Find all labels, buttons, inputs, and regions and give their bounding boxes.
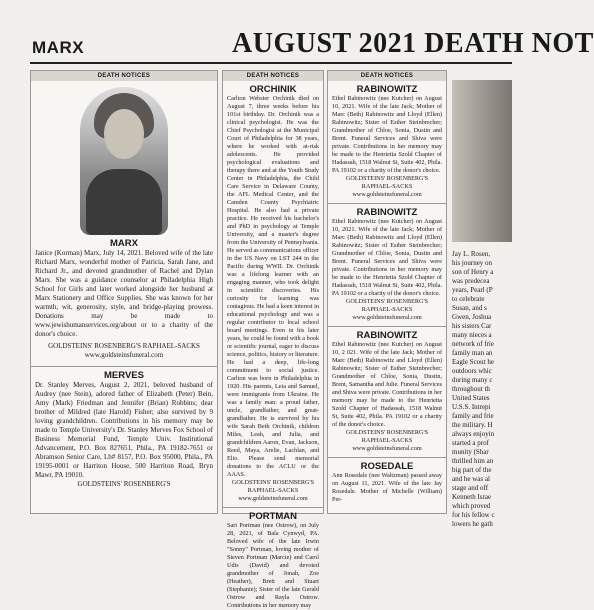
right-column-line: Kenneth Israe xyxy=(452,493,492,501)
right-column-line: thrilled him an xyxy=(452,457,494,465)
right-column-line: many nieces a xyxy=(452,331,492,339)
notice-body: Sari Portman (nee Ostrow), on July 28, 2021, of Bala Cynwyd, PA. Beloved wife of the late Irwin "Sonny" Portman, loving mother of Steven Portman (Marcie) and Carol Udis (David) and devoted grandmother of Jonah, Zoe (Heather), Brett and Stuart (Stephanie); Sister of the late Gerald Ostrow and Rayla Ostrow. Contributions in her memory may xyxy=(227,522,319,609)
notice-footer: GOLDSTEINS' ROSENBERG'S RAPHAEL-SACKS www.goldsteinsfuneral.com xyxy=(345,429,429,452)
notice-box xyxy=(222,70,324,609)
section-label: DEATH NOTICES xyxy=(31,71,217,81)
notice-name: RABINOWITZ xyxy=(356,330,418,341)
right-column-line: Gwen, Joshua xyxy=(452,313,492,321)
notice-body: Ann Rosedale (nee Waltzman) passed away on August 11, 2021. Wife of the late Jay Rosedale. Mother of Michelle (William) Per- xyxy=(332,472,442,503)
right-column-line: started a prof xyxy=(452,439,489,447)
column-3 xyxy=(327,70,447,512)
notice-body: Ethel Rabinowitz (nee Kutcher) on August 10, 2 021. Wife of the late Jack; Mother of Marc (Beth) Rabinowitz and Lloyd (Ellen) Rabinowitz; Sister of Esther Steinbrecher; Grandmother of Chloe, Sonia, Dustin, Brent, Samantha and Julie. Funeral Services and Shiva were private. Contributions in her memory may be made to the Henrietta Szold Chapter of Hadassah, 1518 Walnut St, Suite 402, Phila. PA 19102 or a charity of the donor's choice. xyxy=(332,341,442,428)
column-1 xyxy=(30,70,218,512)
portrait-photo xyxy=(452,80,512,242)
notice-name: ORCHINIK xyxy=(249,84,297,95)
notice-box xyxy=(327,70,447,514)
right-column-line: and he was al xyxy=(452,475,490,483)
right-column-line: Eagle Scout he xyxy=(452,358,494,366)
right-column-line: his sisters Car xyxy=(452,322,492,330)
right-column-line: stage and off xyxy=(452,484,489,492)
right-column-line: for his fellow c xyxy=(452,511,495,519)
right-column-line: Jay L. Rosen, xyxy=(452,250,491,258)
page-title: AUGUST 2021 DEATH NOT xyxy=(232,28,594,59)
notice-name: RABINOWITZ xyxy=(356,84,418,95)
right-column-text xyxy=(452,250,512,528)
right-column-line: always enjoyin xyxy=(452,430,495,438)
right-column-line: munity (Shar xyxy=(452,448,489,456)
notice-footer: GOLDSTEINS' ROSENBERG'S xyxy=(77,480,171,488)
right-column-line: his journey on xyxy=(452,259,493,267)
right-column-line: family and frie xyxy=(452,412,494,420)
notice-body: Janice (Korman) Marx, July 14, 2021. Beloved wife of the late Richard Marx, wonderful mother of Patricia, Sarah Jane, and Richard Jr., and devoted grandmother of Rachel and Dylan Marx. She was a guidance counselor at Philadelphia High School for Girls and later worked alongside her husband at Marx Stationery and Office Supplies. She was known for her warmth, wit, generosity, style, and bridge-playing prowess. Donations may be made to www.jewishumanservices.org/about or to a charity of the donor's choice. xyxy=(35,249,213,338)
notice-footer: GOLDSTEINS' ROSENBERG'S RAPHAEL-SACKS www.goldsteinsfuneral.com xyxy=(48,342,200,359)
right-column-line: throughout th xyxy=(452,385,490,393)
right-column-line: to celebrate xyxy=(452,295,485,303)
notice-body: Dr. Stanley Merves, August 2, 2021, beloved husband of Audrey (nee Stein), adored father of Elizabeth (Peter) Bein, Amy (Mark) Friedman and Jennifer (Brian) Robbins; dear brother of Mildred (late Harold) Fisher; also survived by 9 loving grandchildren. Contributions in his memory may be made to Temple University's Dr. Stanley Merves Fox School of Business Memorial Fund, Temple Univ. Institutional Advancement, P.O. Box 827651, Phila., PA 19182-7651 or Abramson Senior Care, Lb# 8157, P.O. Box 95000, Phila., PA 19195-0001 or Harriton House, 500 Harriton Road, Bryn Mawr, PA 19010. xyxy=(35,381,213,479)
right-column-line: the military. H xyxy=(452,421,493,429)
right-column-line: United States xyxy=(452,394,490,402)
notice-name: ROSEDALE xyxy=(360,461,414,472)
right-column-line: family man an xyxy=(452,349,493,357)
right-column-line: son of Henry a xyxy=(452,268,494,276)
column-2 xyxy=(222,70,324,609)
notice-name: RABINOWITZ xyxy=(356,207,418,218)
notice-name: PORTMAN xyxy=(248,511,298,522)
notice-body: Ethel Rabinowitz (nee Kutcher) on August 10, 2021. Wife of the late Jack; Mother of Marc (Beth) Rabinowitz and Lloyd (Ellen) Rabinowitz; Sister of Esther Steinbrecher; Grandmother of Chloe, Sonia, Dustin and Brent. Funeral Services and Shiva were private. Contributions in her memory may be made to the Henrietta Szold Chapter of Hadassah, 1518 Walnut St, Suite 402, Phila. PA 19102 or a charity of the donor's choice. xyxy=(332,218,442,297)
right-column-line: big part of the xyxy=(452,466,492,474)
section-label: DEATH NOTICES xyxy=(223,71,323,81)
notice-body: Ethel Rabinowitz (nee Kutcher) on August 10, 2021. Wife of the late Jack; Mother of Marc (Beth) Rabinowitz and Lloyd (Ellen) Rabinowitz; Sister of Esther Steinbrecher; Grandmother of Chloe, Sonia, Dustin and Brent. Funeral Services and Shiva were private. Contributions in her memory may be made to the Henrietta Szold Chapter of Hadassah, 1518 Walnut St, Suite 402, Phila. PA 19102 or a charity of the donor's choice. xyxy=(332,95,442,174)
right-column-line: lowers he gath xyxy=(452,520,493,528)
page-section-label: MARX xyxy=(32,38,85,57)
notice-name: MERVES xyxy=(104,370,144,381)
notice-footer: GOLDSTEINS' ROSENBERG'S RAPHAEL-SACKS www.goldsteinsfuneral.com xyxy=(345,175,429,198)
section-label: DEATH NOTICES xyxy=(328,71,446,81)
right-column-line: which proved xyxy=(452,502,491,510)
right-column-line: U.S.S. Intrepi xyxy=(452,403,491,411)
notice-name: MARX xyxy=(110,238,138,249)
right-column-line: during many c xyxy=(452,376,493,384)
notice-footer: GOLDSTEINS' ROSENBERG'S RAPHAEL-SACKS www.goldsteinsfuneral.com xyxy=(231,479,315,502)
right-column-line: outdoors whic xyxy=(452,367,492,375)
right-column-line: Susan, and s xyxy=(452,304,487,312)
right-column-line: years, Pearl (P xyxy=(452,286,493,294)
notice-box xyxy=(30,70,218,514)
right-column-line: network of frie xyxy=(452,340,494,348)
notice-body: Carlton Webster Orchinik died on August 7, three weeks before his 101st birthday. Dr. Orchinik was a clinical psychologist. He was the Chief Psychologist at the Municipal Court of Philadelphia for 38 years, where he worked with at-risk adolescents. He provided psychological evaluations and therapy there and at the Youth Study Center in Philadelphia, the Child Care Service in Delaware County, the AFL Medical Center, and the Camden County Psychiatric Hospital. He also had a private practice. He received his bachelor's and PhD in psychology at Temple University, and a master's degree from the University of Pennsylvania. He served as communications officer in the US Navy on LST 244 in the Pacific during WWII. Dr. Orchinik was a lifelong learner with an engaging manner, who took delight in scientific discoveries. His curiosity for learning was contagious. He had a keen interest in educational psychology and was a regular contributor to local school board meetings. Even in his later years, he could be found with a book or scientific journal, eager to discuss science, politics, history or literature. He had a deep, life-long commitment to social justice. Carlton was born in Philadelphia in 1920. His parents, Leia and Samuel, were immigrants from Ukraine. He was a family man: a proud father, uncle, grandfather, and great-grandfather. He is survived by his wife Sarah Beth Orchinik, children Miles, Leah, and Julia, and grandchildren Aaron, Evan, Jackson, Reed, Maya, Arelie, Lachlan, and Elio. Please send memorial donations to the ACLU or the AAAS. xyxy=(227,95,319,478)
portrait-photo xyxy=(80,87,168,235)
right-column-line: was predecea xyxy=(452,277,490,285)
notice-footer: GOLDSTEINS' ROSENBERG'S RAPHAEL-SACKS www.goldsteinsfuneral.com xyxy=(345,298,429,321)
header-rule xyxy=(30,62,512,64)
